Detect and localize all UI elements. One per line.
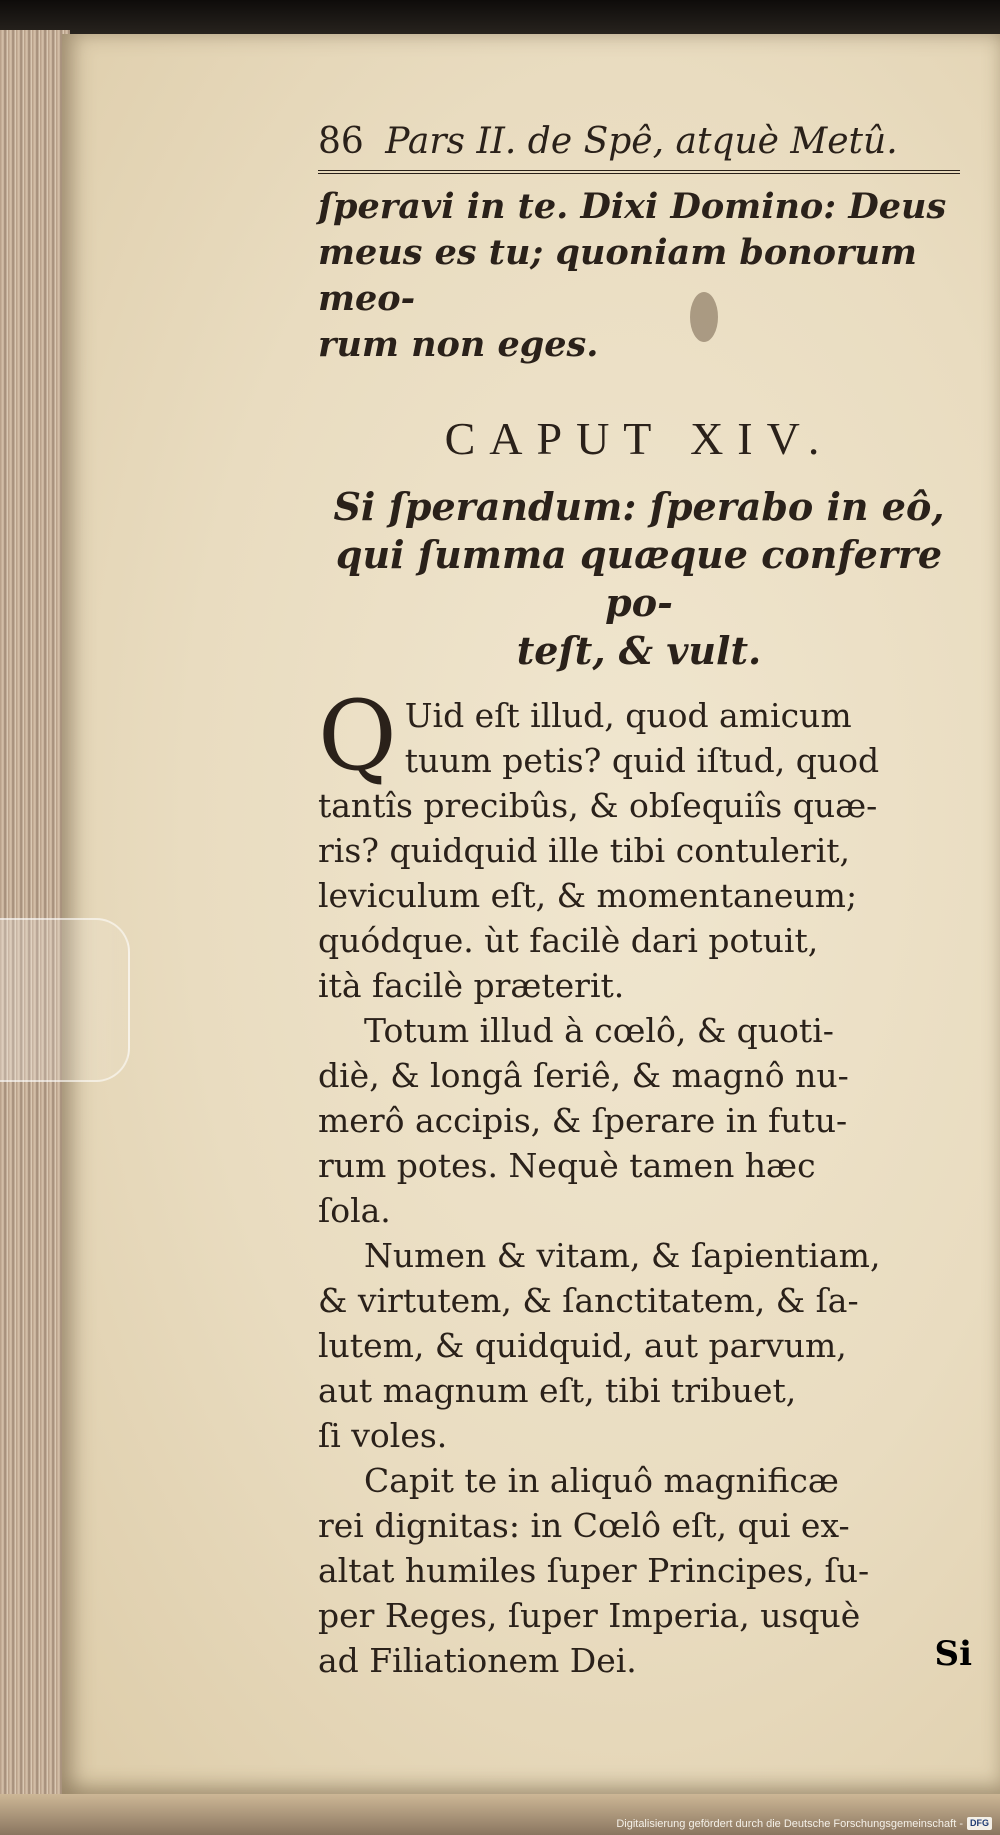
chapter-heading: CAPUT XIV. <box>444 413 834 464</box>
drop-cap: Q <box>318 680 397 792</box>
chapter-subtitle-line: teſt, & vult. <box>516 628 762 673</box>
chapter-subtitle-line: qui ſumma quæque conferre po- <box>335 532 943 625</box>
text-line: ſola. <box>318 1191 391 1230</box>
digitization-credit <box>616 1817 992 1830</box>
text-line: lutem, & quidquid, aut parvum, <box>318 1326 847 1365</box>
text-line: Totum illud à cœlô, & quoti- <box>364 1011 834 1050</box>
scan-top-border <box>0 0 1000 38</box>
text-line: diè, & longâ ſeriê, & magnô nu- <box>318 1056 849 1095</box>
paragraph-4 <box>318 1458 960 1683</box>
text-line: rum potes. Nequè tamen hæc <box>318 1146 816 1185</box>
book-page-edges <box>0 30 70 1800</box>
page-number: 86 <box>318 121 364 162</box>
text-column <box>318 120 960 1683</box>
text-line: Numen & vitam, & ſapientiam, <box>364 1236 881 1275</box>
credit-text: Digitalisierung gefördert durch die Deutsche Forschungsgemeinschaft - <box>616 1817 963 1830</box>
text-line: merô accipis, & ſperare in futu- <box>318 1101 848 1140</box>
chapter-subtitle-line: Si ſperandum: ſperabo in eô, <box>333 484 945 529</box>
paragraph-1 <box>318 680 960 1008</box>
intro-line: rum non eges. <box>318 324 599 365</box>
intro-line: meus es tu; quoniam bonorum meo- <box>318 232 917 319</box>
text-line: ad Filiationem Dei. <box>318 1641 637 1680</box>
text-line: ità facilè præterit. <box>318 966 625 1005</box>
text-line: Uid eſt illud, quod amicum <box>404 696 852 735</box>
text-line: tantîs precibûs, & obſequiîs quæ- <box>318 786 878 825</box>
page-clip <box>0 918 130 1082</box>
paragraph-3 <box>318 1233 960 1458</box>
dfg-logo: DFG <box>967 1817 992 1830</box>
text-line: ris? quidquid ille tibi contulerit, <box>318 831 850 870</box>
text-line: altat humiles ſuper Principes, ſu- <box>318 1551 870 1590</box>
running-title: Pars II. de Spê, atquè Metû. <box>385 121 898 162</box>
text-line: per Reges, ſuper Imperia, usquè <box>318 1596 861 1635</box>
text-line: quódque. ùt facilè dari potuit, <box>318 921 819 960</box>
catchword: Si <box>934 1634 972 1674</box>
text-line: rei dignitas: in Cœlô eſt, qui ex- <box>318 1506 850 1545</box>
text-line: tuum petis? quid iſtud, quod <box>404 741 880 780</box>
paragraph-2 <box>318 1008 960 1233</box>
text-line: leviculum eſt, & momentaneum; <box>318 876 858 915</box>
text-line: aut magnum eſt, tibi tribuet, <box>318 1371 797 1410</box>
text-line: ſi voles. <box>318 1416 448 1455</box>
text-line: & virtutem, & ſanctitatem, & ſa- <box>318 1281 859 1320</box>
text-line: Capit te in aliquô magnificæ <box>364 1461 839 1500</box>
intro-line: ſperavi in te. Dixi Domino: Deus <box>318 186 947 227</box>
running-head <box>318 120 960 174</box>
